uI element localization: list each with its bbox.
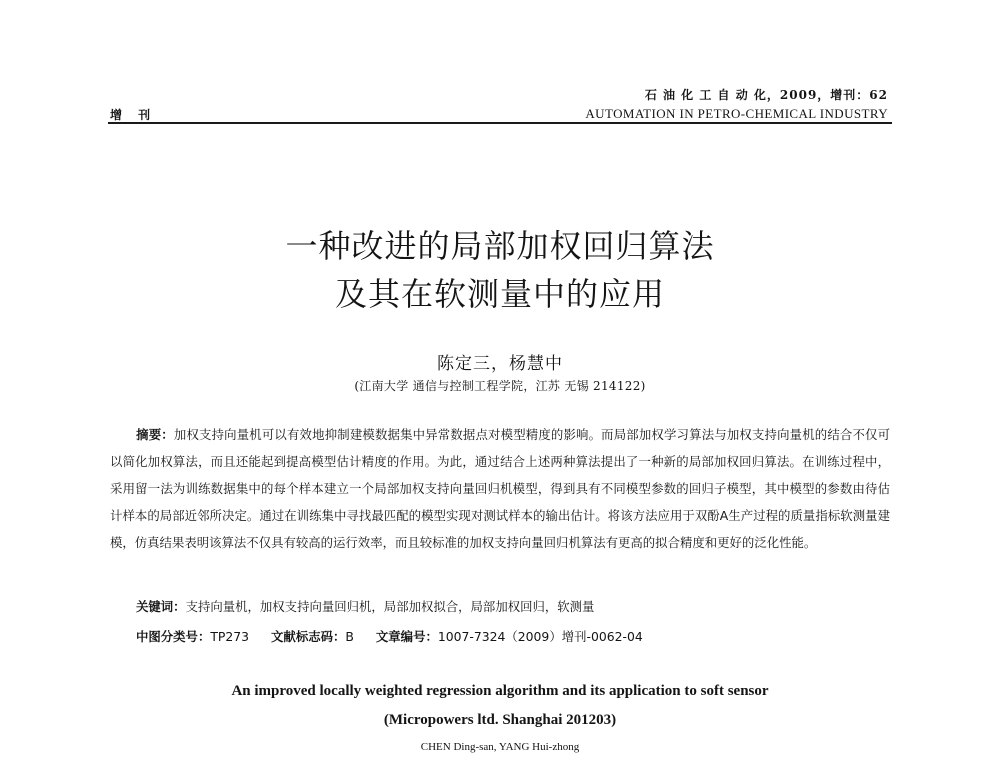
english-affiliation: (Micropowers ltd. Shanghai 201203) [383, 712, 617, 728]
clc-value: TP273 [210, 629, 250, 644]
affiliation: (江南大学 通信与控制工程学院，江苏 无锡 214122) [354, 379, 646, 393]
classification-line [136, 627, 890, 645]
article-no-label: 文章编号： [375, 629, 438, 644]
clc-label: 中图分类号： [136, 629, 211, 644]
english-authors: CHEN Ding-san, YANG Hui-zhong [420, 741, 580, 753]
keywords-text: 支持向量机，加权支持向量回归机，局部加权拟合，局部加权回归，软测量 [185, 599, 595, 614]
article-no-value: 1007-7324（2009）增刊-0062-04 [437, 629, 643, 644]
abstract-text: 加权支持向量机可以有效地抑制建模数据集中异常数据点对模型精度的影响。而局部加权学习算法与加权支持向量机的结合不仅可以简化加权算法，而且还能起到提高模型估计精度的作用。为此，通过结合上述两种算法提出了一种新的局部加权回归算法。在训练过程中，采用留一法为训练数据集中的每个样本建立一个局部加权支持向量回归机模型，得到具有不同模型参数的回归子模型，其中模型的参数由待估计样本的局部近邻所决定。通过在训练集中寻找最匹配的模型实现对测试样本的输出估计。将该方法应用于双酚A生产过程的质量指标软测量建模，仿真结果表明该算法不仅具有较高的运行效率，而且较标准的加权支持向量回归机算法有更高的拟合精度和更好的泛化性能。 [110, 427, 891, 550]
title-line-2: 及其在软测量中的应用 [334, 275, 665, 313]
keywords [136, 597, 890, 615]
title-line-1: 一种改进的局部加权回归算法 [285, 227, 715, 265]
abstract [110, 421, 890, 556]
header-rule [108, 122, 892, 124]
keywords-label: 关键词： [136, 599, 186, 614]
english-title: An improved locally weighted regression algorithm and its application to soft sensor [231, 683, 769, 699]
doc-code-label: 文献标志码： [271, 629, 346, 644]
journal-citation-cn: 石 油 化 工 自 动 化，2009，增刊：62 [644, 88, 888, 102]
abstract-label: 摘要： [136, 427, 174, 442]
journal-name-en: AUTOMATION IN PETRO-CHEMICAL INDUSTRY [585, 106, 888, 121]
doc-code-value: B [345, 629, 354, 644]
authors: 陈定三，杨慧中 [437, 354, 563, 374]
section-label: 增 刊 [110, 108, 157, 122]
